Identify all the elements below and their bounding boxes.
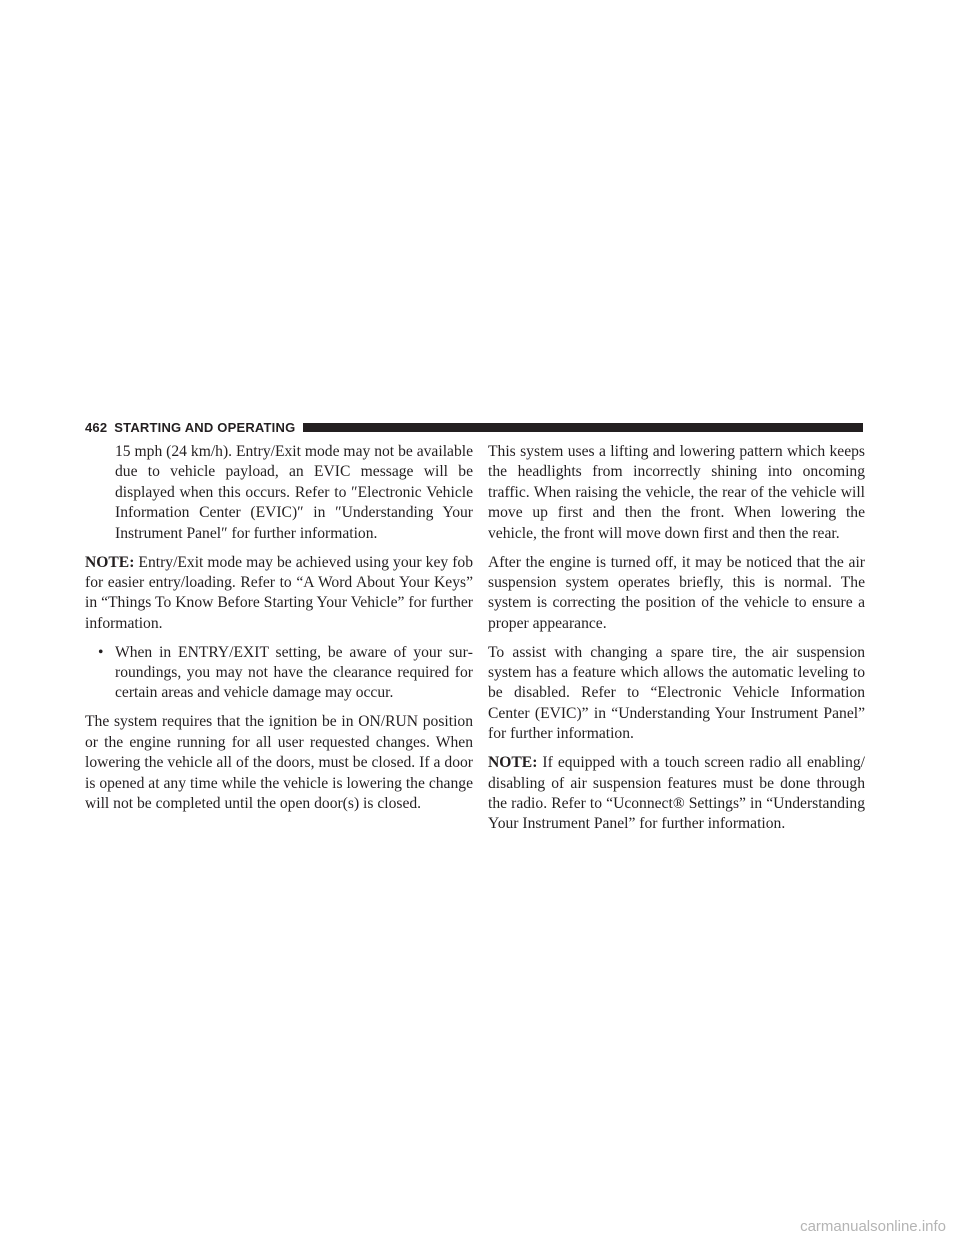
note-text: If equipped with a touch screen radio all enabling/ disabling of air suspension features must be done through the radio. Refer to “Uconnect® Settings” in “Understanding Your Instrument Panel” for further information. bbox=[488, 754, 865, 833]
note-label: NOTE: bbox=[85, 553, 135, 571]
spare-tire-paragraph: To assist with changing a spare tire, the air suspension system has a feature which allows the automatic leveling to be disabled. Refer to “Electronic Vehicle Information Center (EVIC)” in “Understanding Your Instrument Panel” for further information. bbox=[488, 643, 865, 743]
note-text: Entry/Exit mode may be achieved using your key fob for easier entry/loading. Refer to “A Word About Your Keys” in “Things To Know Before Starting Your Vehicle” for further information. bbox=[85, 553, 473, 632]
note-paragraph-right bbox=[488, 753, 865, 835]
ignition-paragraph: The system requires that the ignition be in ON/RUN position or the engine running for all user requested changes. When lowering the vehicle all of the doors, must be closed. If a door is opened at any time while the vehicle is lowering the change will not be completed until the open door(s) is closed. bbox=[85, 713, 473, 812]
left-column bbox=[85, 442, 473, 823]
page-number: 462 bbox=[85, 419, 108, 435]
section-title: STARTING AND OPERATING bbox=[114, 419, 296, 435]
engine-off-paragraph: After the engine is turned off, it may be noticed that the air suspension system operates briefly, this is normal. The system is correcting the position of the vehicle to ensure a proper appearance. bbox=[488, 553, 865, 632]
note-label: NOTE: bbox=[488, 754, 538, 772]
bullet-text: When in ENTRY/EXIT setting, be aware of your surroundings, you may not have the clearance required for certain areas and vehicle damage may occur. bbox=[115, 643, 473, 702]
watermark-text: carmanualsonline.info bbox=[800, 1218, 946, 1235]
right-column bbox=[488, 442, 865, 843]
bullet-icon: • bbox=[98, 643, 104, 661]
page-header bbox=[85, 418, 863, 436]
lifting-pattern-paragraph: This system uses a lifting and lowering pattern which keeps the headlights from incorrectly shining into oncoming traffic. When raising the vehicle, the rear of the vehicle will move up first and then the front. When lowering the vehicle, the front will move down first and then the rear. bbox=[488, 443, 865, 542]
bullet-item bbox=[85, 643, 473, 704]
header-rule bbox=[303, 423, 863, 432]
note-paragraph-left bbox=[85, 553, 473, 635]
continued-paragraph: 15 mph (24 km/h). Entry/Exit mode may not be available due to vehicle payload, an EVIC message will be displayed when this occurs. Refer to ″Electronic Vehicle Information Center (EVIC)″ in ″Understanding Your Instrument Panel″ for further information. bbox=[115, 443, 473, 542]
